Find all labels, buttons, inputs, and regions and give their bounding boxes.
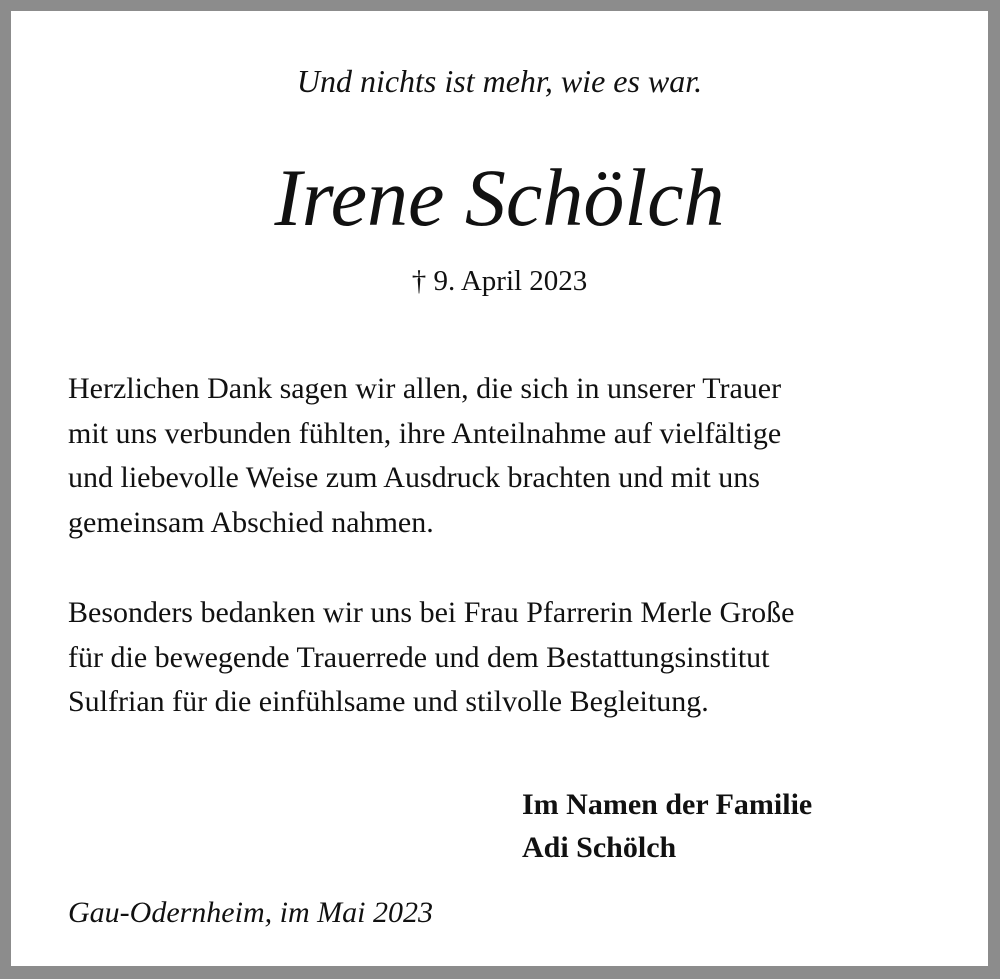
obituary-notice	[11, 11, 988, 966]
text-line: und liebevolle Weise zum Ausdruck brachten und mit uns	[68, 461, 760, 494]
thanks-paragraph	[68, 367, 781, 545]
text-line: Herzlichen Dank sagen wir allen, die sich in unserer Trauer	[68, 372, 782, 405]
text-line: Sulfrian für die einfühlsame und stilvolle Begleitung.	[68, 685, 709, 718]
signature-line: Im Namen der Familie	[522, 788, 813, 821]
signature-name: Adi Schölch	[522, 831, 677, 864]
text-line: gemeinsam Abschied nahmen.	[68, 505, 434, 539]
signature	[522, 783, 812, 869]
deceased-name: Irene Schölch	[274, 152, 725, 243]
text-line: für die bewegende Trauerrede und dem Bestattungsinstitut	[68, 640, 770, 674]
special-thanks-paragraph	[68, 591, 794, 725]
tagline: Und nichts ist mehr, wie es war.	[296, 63, 703, 99]
death-date: † 9. April 2023	[411, 265, 588, 297]
text-line: Besonders bedanken wir uns bei Frau Pfarrerin Merle Große	[68, 596, 795, 629]
place-date: Gau-Odernheim, im Mai 2023	[68, 896, 433, 929]
text-line: mit uns verbunden fühlten, ihre Anteilnahme auf vielfältige	[68, 416, 782, 450]
